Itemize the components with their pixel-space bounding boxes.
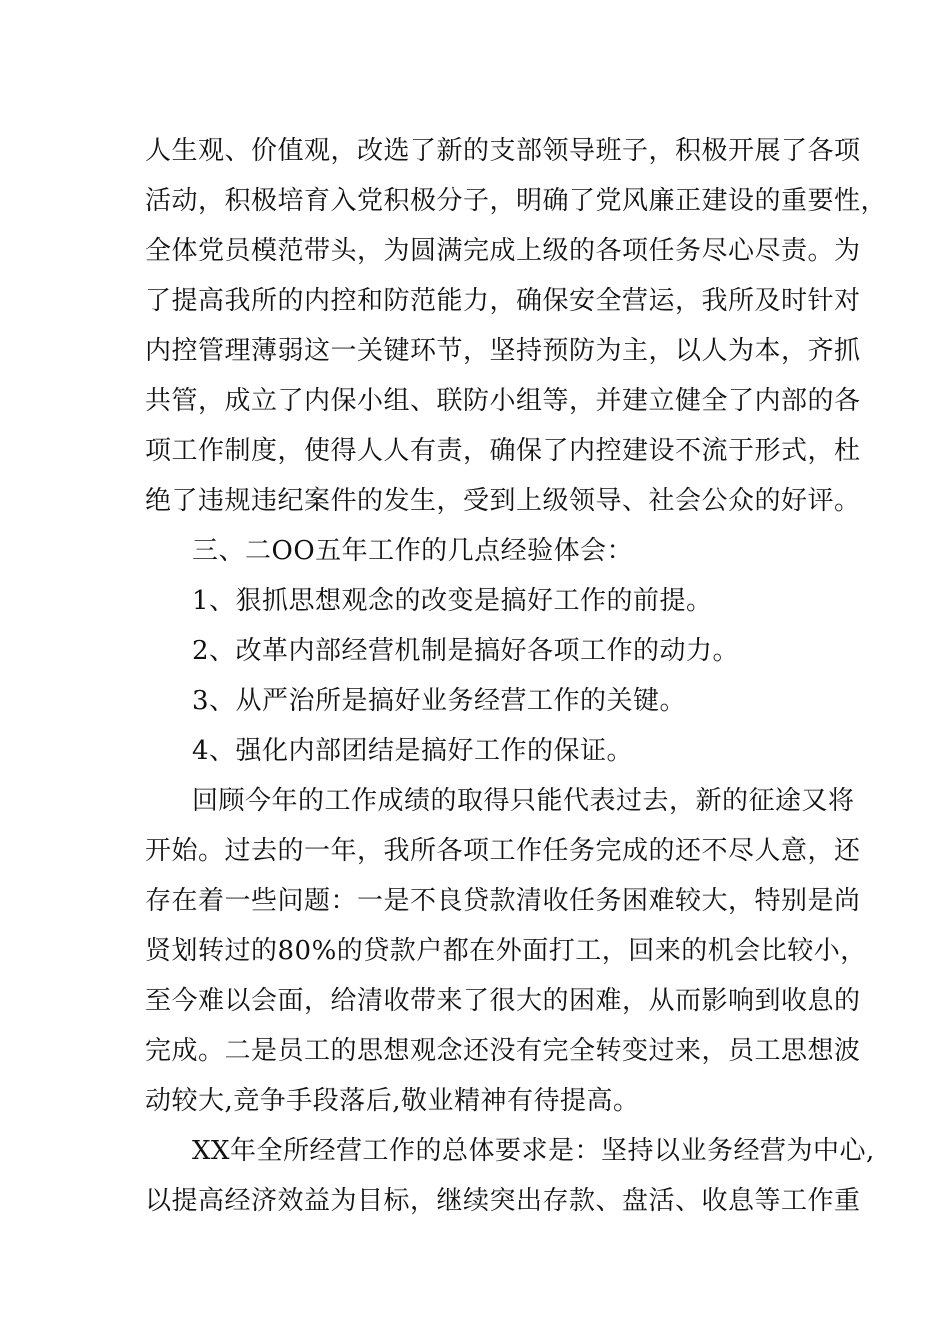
text-line: 贤划转过的80%的贷款户都在外面打工，回来的机会比较小， [145,936,867,966]
list-item: 2、改革内部经营机制是搞好各项工作的动力。 [192,636,740,666]
text-line: 动较大,竞争手段落后,敬业精神有待提高。 [145,1086,640,1116]
text-line: 了提高我所的内控和防范能力，确保安全营运，我所及时针对 [145,286,861,316]
text-line: 存在着一些问题：一是不良贷款清收任务困难较大，特别是尚 [145,886,861,916]
list-item: 1、狠抓思想观念的改变是搞好工作的前提。 [192,586,713,616]
text-line: 开始。过去的一年，我所各项工作任务完成的还不尽人意，还 [145,836,861,866]
text-line: 绝了违规违纪案件的发生，受到上级领导、社会公众的好评。 [145,486,861,516]
text-line: 共管，成立了内保小组、联防小组等，并建立健全了内部的各 [145,386,861,416]
text-line: 项工作制度，使得人人有责，确保了内控建设不流于形式，杜 [145,436,861,466]
text-line: 活动，积极培育入党积极分子，明确了党风廉正建设的重要性， [145,186,888,216]
section-heading: 三、二OO五年工作的几点经验体会： [192,536,634,566]
text-line: 至今难以会面，给清收带来了很大的困难，从而影响到收息的 [145,986,861,1016]
text-line: 内控管理薄弱这一关键环节，坚持预防为主，以人为本，齐抓 [145,336,861,366]
text-line: XX年全所经营工作的总体要求是：坚持以业务经营为中心, [192,1136,875,1166]
text-line: 以提高经济效益为目标，继续突出存款、盘活、收息等工作重 [145,1186,861,1216]
list-item: 3、从严治所是搞好业务经营工作的关键。 [192,686,687,716]
text-line: 完成。二是员工的思想观念还没有完全转变过来，员工思想波 [145,1036,861,1066]
list-item: 4、强化内部团结是搞好工作的保证。 [192,736,634,766]
text-line: 全体党员模范带头，为圆满完成上级的各项任务尽心尽责。为 [145,236,861,266]
text-line: 回顾今年的工作成绩的取得只能代表过去，新的征途又将 [192,786,855,816]
text-line: 人生观、价值观，改选了新的支部领导班子，积极开展了各项 [145,136,861,166]
